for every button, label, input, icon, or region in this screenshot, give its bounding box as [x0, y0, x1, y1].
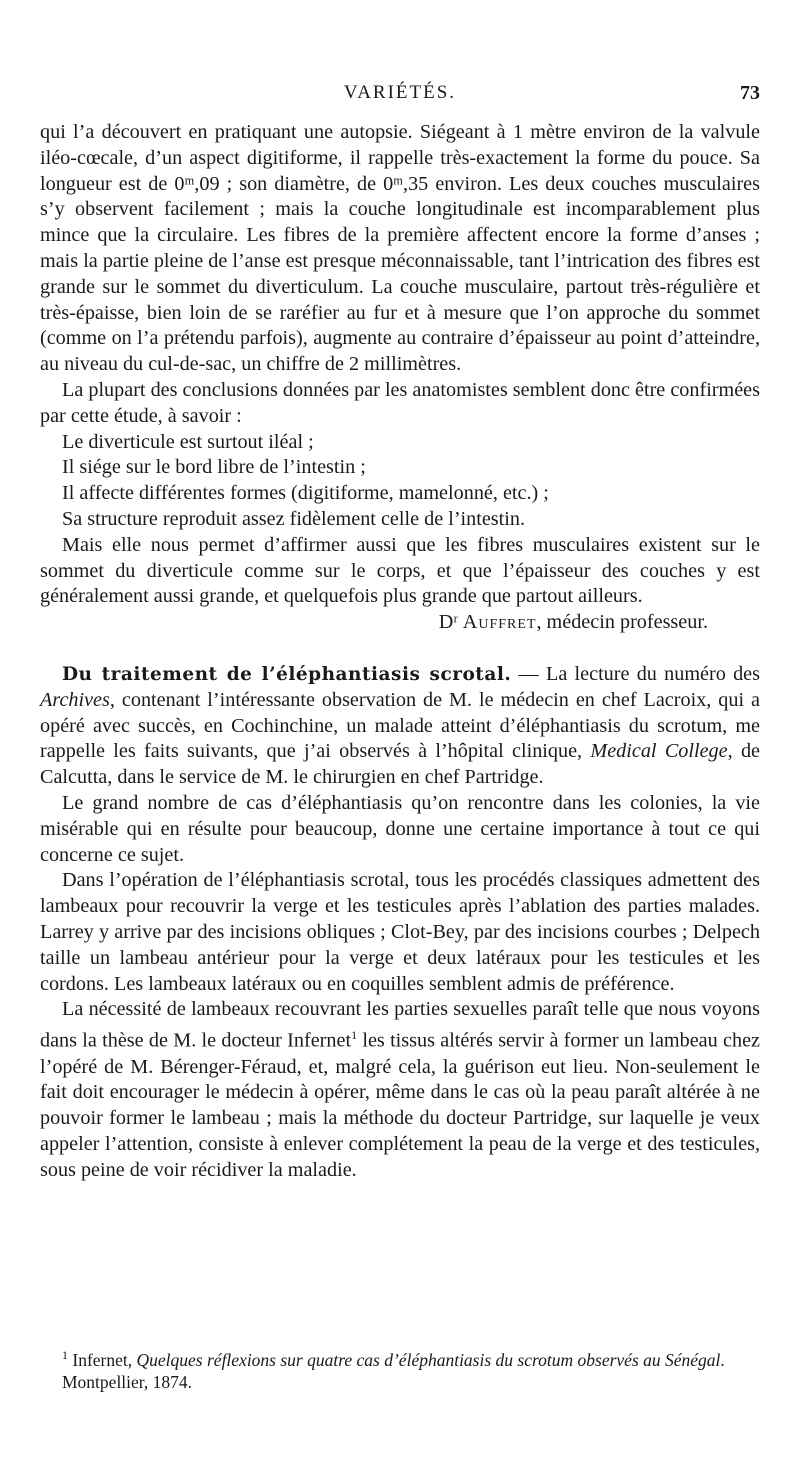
conclusion-item: Il affecte différentes formes (digitiforme, mamelonné, etc.) ; — [62, 482, 549, 505]
signature-title: , médecin professeur. — [536, 611, 708, 634]
signature-prefix: Dʳ — [438, 611, 458, 634]
page-body — [40, 120, 760, 1184]
paragraph — [40, 533, 760, 610]
hospital-name: Medical College — [590, 740, 728, 763]
footnote-reference: 1 — [351, 1028, 358, 1043]
paragraph: qui l’a découvert en pratiquant une autopsie. Siégeant à 1 mètre environ de la valvule iléo-cœcale, d’un aspect digitiforme, il rappelle très-exactement la forme du pouce. Sa longueur est de 0ᵐ,09 ; son diamètre, de 0ᵐ,35 environ. Les deux couches musculaires s’y observent facilement ; mais la couche longitudinale est incomparablement plus mince que la circulaire. Les fibres de la première affectent encore la forme d’anses ; mais la partie pleine de l’anse est presque méconnaissable, tant l’intrication des fibres est grande sur le sommet du diverticulum. La couche musculaire, partout très-régulière et très-épaisse, bien loin de se raréfier au fur et à mesure que l’on approche du sommet (comme on l’a prétendu parfois), augmente au contraire d’épaisseur au point d’atteindre, au niveau du cul-de-sac, un chiffre de 2 millimètres. — [40, 121, 760, 376]
section-title: Du traitement de l’éléphantiasis scrotal. — [62, 663, 512, 685]
footnotes — [40, 1344, 760, 1393]
paragraph-text: , contenant l’intéressante observation de M. le médecin en chef Lacroix, qui a opéré avec succès, en Cochinchine, un malade atteint d’éléphantiasis du scrotum, me rappelle les faits suivants, que j’ai observés à l’hôpital clinique, — [40, 688, 760, 763]
paragraph-text: Mais elle nous permet d’affirmer aussi que les fibres musculaires existent sur le sommet du diverticule comme sur le corps, et que l’épaisseur des couches y est généralement aussi grande, et quelquefois plus grande que partout ailleurs. — [40, 533, 760, 608]
article-diverticule — [40, 120, 760, 636]
footnote-marker: 1 — [62, 1348, 68, 1362]
article-elephantiasis — [40, 662, 760, 1184]
paragraph: Dans l’opération de l’éléphantiasis scrotal, tous les procédés classiques admettent des lambeaux pour recouvrir la verge et les testicules après l’ablation des parties malades. Larrey y arrive par des incisions obliques ; Clot-Bey, par des incisions courbes ; Delpech taille un lambeau antérieur pour la verge et deux latéraux pour les testicules et les cordons. Les lambeaux latéraux ou en coquilles semblent admis de préférence. — [40, 869, 760, 995]
journal-name: Archives — [40, 688, 110, 711]
footnote-title: Quelques réflexions sur quatre cas d’éléphantiasis du scrotum observés au Sénégal — [136, 1349, 721, 1370]
paragraph-text: les tissus altérés servir à former un lambeau chez l’opéré de M. Bérenger-Féraud, et, malgré cela, la guérison eut lieu. Non-seulement le fait doit encourager le médecin à opérer, même dans le cas où la peau paraît altérée à ne pouvoir former le lambeau ; mais la méthode du docteur Partridge, sur laquelle je veux appeler l’attention, consiste à enlever complétement la peau de la verge et des testicules, sous peine de voir récidiver la maladie. — [40, 1029, 760, 1181]
paragraph-text: La nécessité de lambeaux recouvrant les parties sexuelles paraît telle que nous voyons dans la thèse de M. le docteur Infernet — [40, 998, 760, 1052]
paragraph: Le grand nombre de cas d’éléphantiasis qu’on rencontre dans les colonies, la vie misérable qui en résulte pour beaucoup, donne une certaine importance à tout ce qui concerne ce sujet. — [40, 791, 760, 866]
page-header — [40, 82, 760, 112]
title-dash: — — [511, 662, 546, 685]
paragraph — [40, 997, 760, 1183]
conclusion-item: Il siége sur le bord libre de l’intestin ; — [62, 456, 366, 479]
paragraph-text: La lecture du numéro des — [546, 662, 760, 685]
page-number: 73 — [740, 82, 760, 104]
running-title: VARIÉTÉS. — [343, 82, 457, 103]
author-signature — [439, 610, 708, 636]
paragraph — [40, 662, 760, 791]
signature-name: Auffret — [462, 611, 537, 634]
footnote — [40, 1344, 760, 1393]
paragraph-text: , de Calcutta, dans le service de M. le chirurgien en chef Partridge. — [40, 740, 760, 789]
footnote-rest: . Montpellier, 1874. — [62, 1349, 725, 1392]
footnote-author: Infernet, — [72, 1349, 137, 1370]
conclusion-item: Le diverticule est surtout iléal ; — [62, 430, 314, 453]
conclusion-item: Sa structure reproduit assez fidèlement celle de l’intestin. — [62, 507, 526, 530]
signature-line — [40, 610, 760, 636]
paragraph: La plupart des conclusions données par les anatomistes semblent donc être confirmées par cette étude, à savoir : — [40, 378, 760, 427]
